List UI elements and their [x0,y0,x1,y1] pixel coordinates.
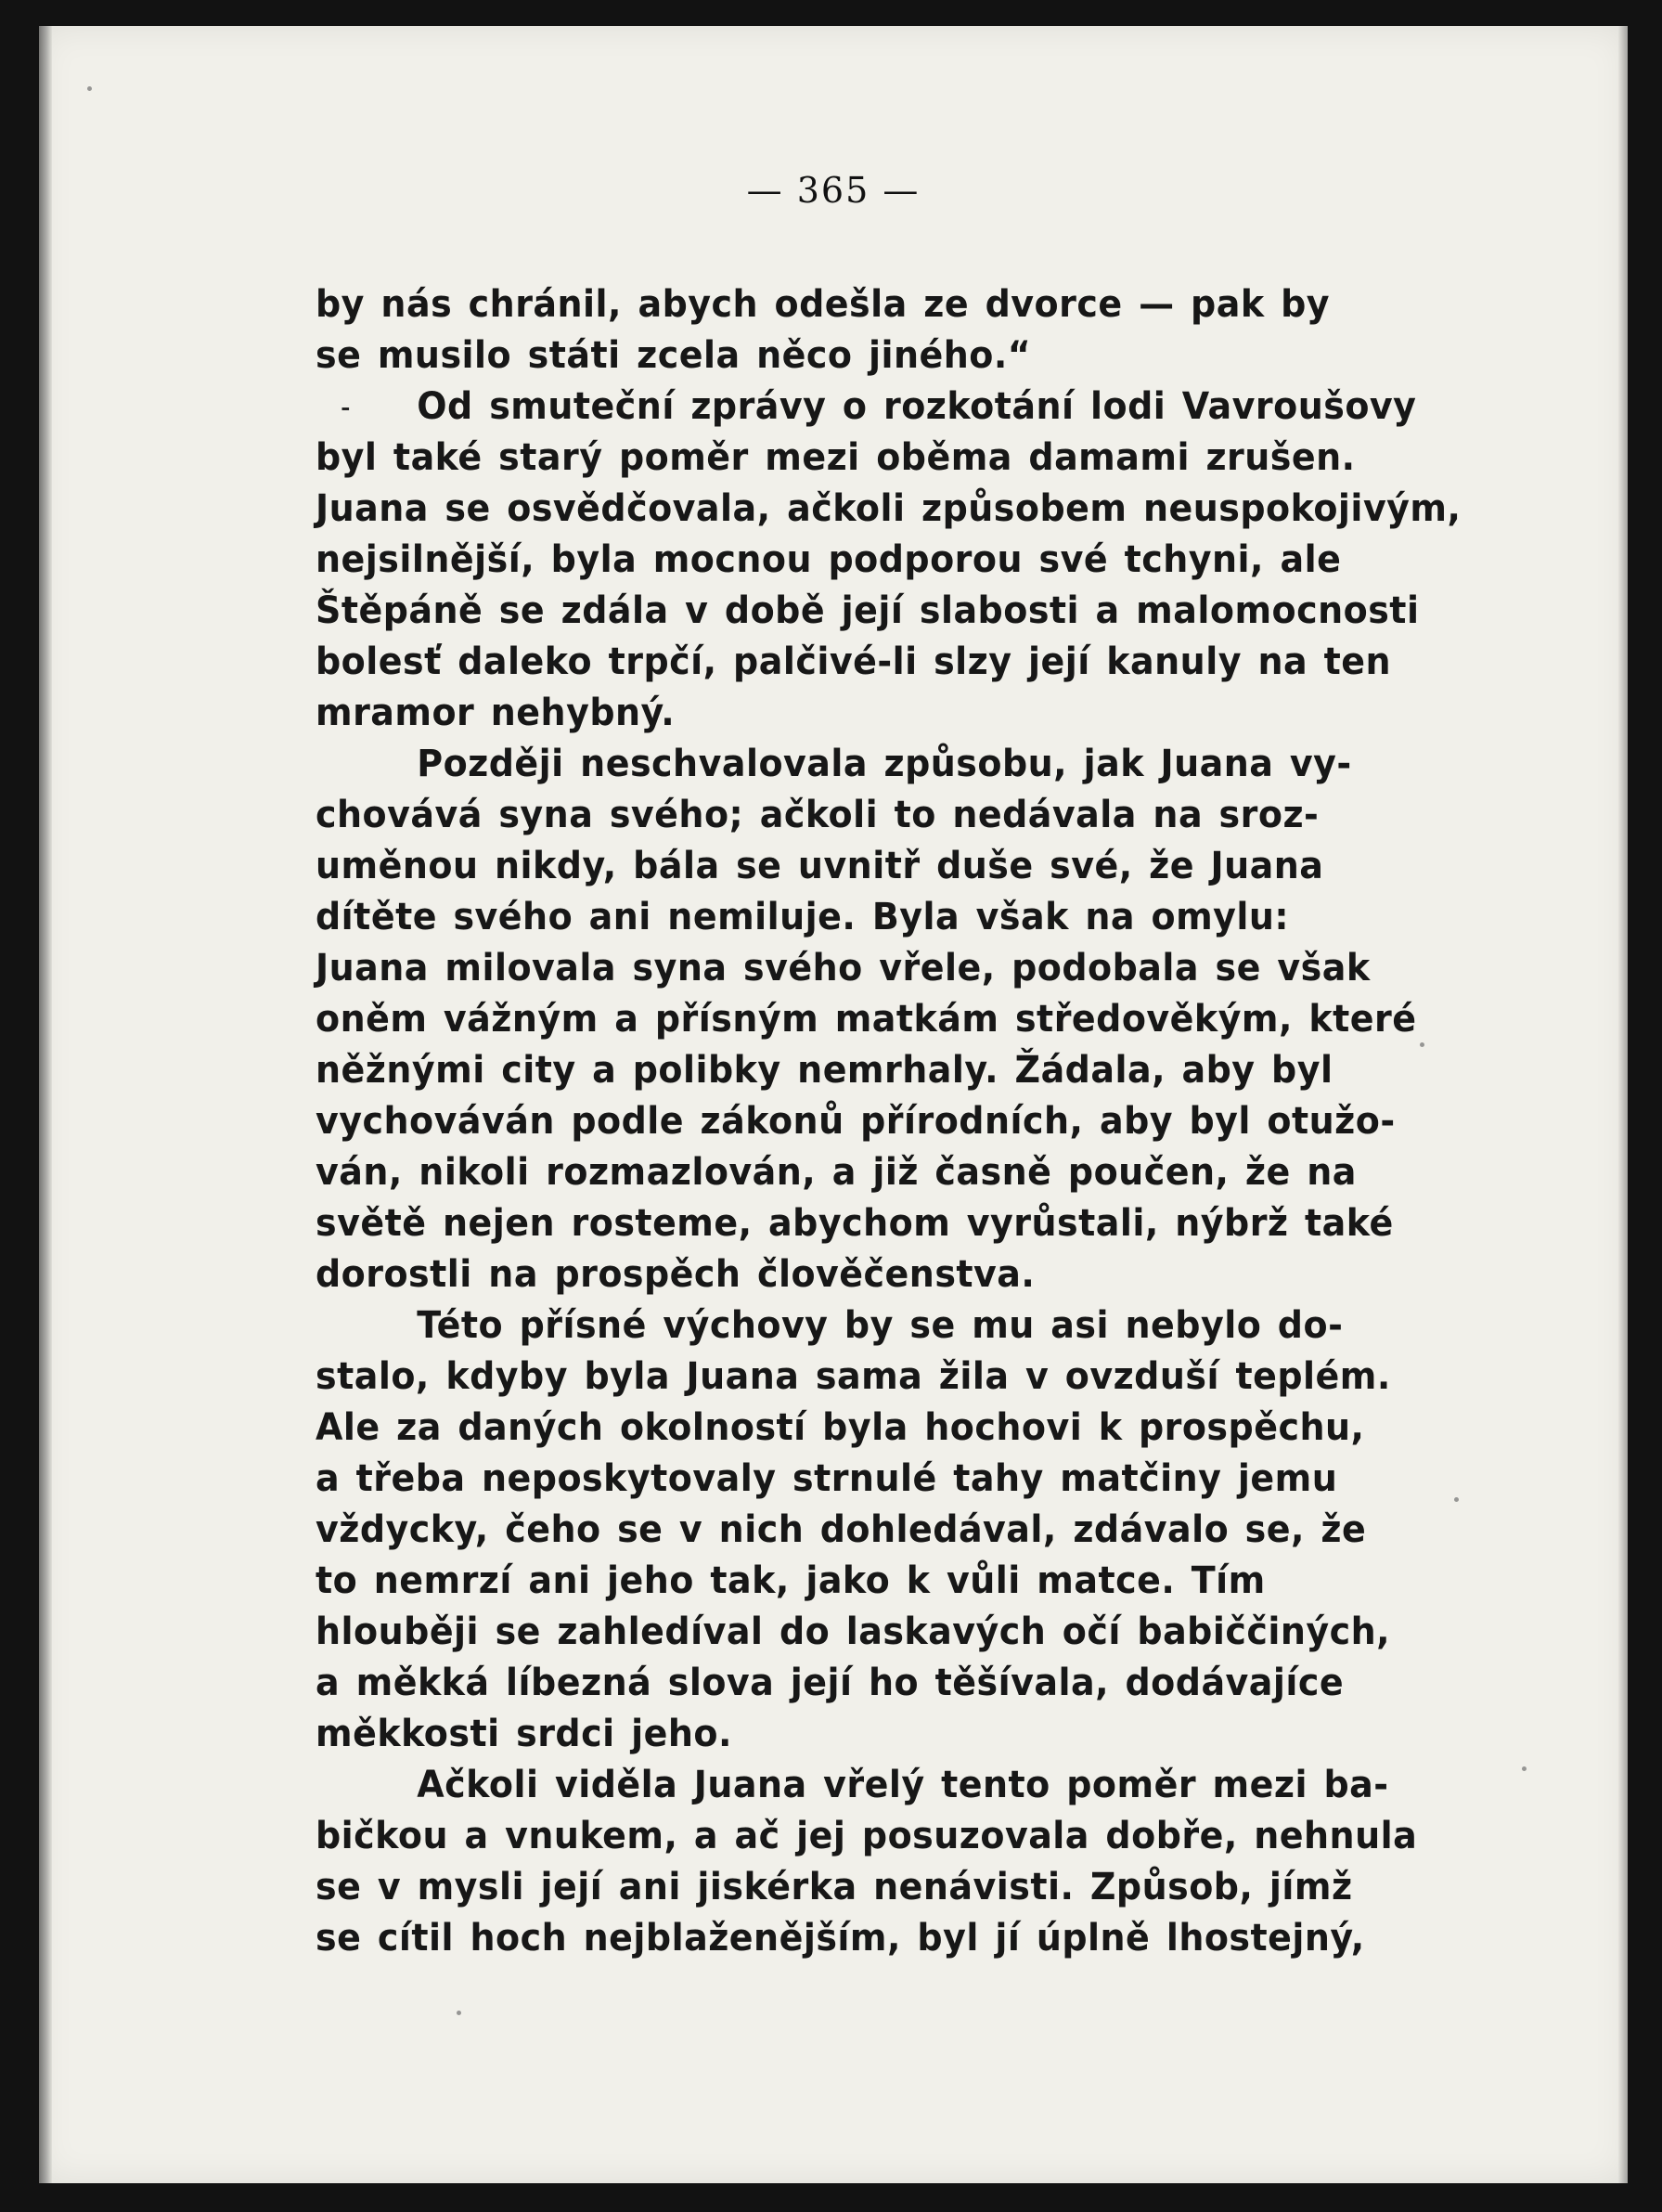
text-line-17: vychováván podle zákonů přírodních, aby byl otužo- [316,1100,1396,1143]
text-line-18: ván, nikoli rozmazlován, a již časně poučen, že na [316,1151,1357,1194]
text-line-33: se cítil hoch nejblaženějším, byl jí úplně lhostejný, [316,1917,1365,1960]
text-line-16: něžnými city a polibky nemrhaly. Žádala, aby byl [316,1049,1333,1092]
page-right-shadow [1618,26,1628,2183]
paper-speck [87,86,92,91]
text-line-2: se musilo státi zcela něco jiného.“ [316,334,1032,377]
text-line-6: nejsilnější, byla mocnou podporou své tchyni, ale [316,538,1342,581]
text-line-1: by nás chránil, abych odešla ze dvorce — pak by [316,283,1331,326]
page-number: — 365 — [746,170,921,211]
text-line-31: bičkou a vnukem, a ač jej posuzovala dobře, nehnula [316,1815,1418,1857]
text-line-24: a třeba neposkytovaly strnulé tahy matčiny jemu [316,1457,1338,1500]
text-line-14: Juana milovala syna svého vřele, podobala se však [316,947,1371,990]
book-page [39,26,1628,2183]
text-line-7: Štěpáně se zdála v době její slabosti a malomocnosti [316,589,1420,632]
text-line-15: oněm vážným a přísným matkám středověkým, které [316,998,1417,1041]
text-line-21: Této přísné výchovy by se mu asi nebylo do- [417,1304,1344,1347]
paper-speck [1522,1766,1527,1771]
text-line-5: Juana se osvědčovala, ačkoli způsobem neuspokojivým, [316,487,1462,530]
page-left-shadow [39,26,52,2183]
body-text [316,279,1462,1964]
text-line-28: a měkká líbezná slova její ho těšívala, dodávajíce [316,1662,1345,1704]
text-line-29: měkkosti srdci jeho. [316,1713,732,1755]
text-line-10: Později neschvalovala způsobu, jak Juana vy- [417,743,1352,785]
text-line-19: světě nejen rosteme, abychom vyrůstali, nýbrž také [316,1202,1394,1245]
paper-speck [1420,1042,1424,1047]
text-line-11: chovává syna svého; ačkoli to nedávala na sroz- [316,794,1320,836]
text-line-22: stalo, kdyby byla Juana sama žila v ovzduší teplém. [316,1355,1391,1398]
text-line-30: Ačkoli viděla Juana vřelý tento poměr mezi ba- [417,1764,1389,1806]
text-line-25: vždycky, čeho se v nich dohledával, zdávalo se, že [316,1508,1367,1551]
text-line-20: dorostli na prospěch člověčenstva. [316,1253,1036,1296]
paper-speck [1454,1497,1459,1502]
text-line-32: se v mysli její ani jiskérka nenávisti. Způsob, jímž [316,1866,1353,1908]
text-line-26: to nemrzí ani jeho tak, jako k vůli matce. Tím [316,1559,1266,1602]
text-line-3: Od smuteční zprávy o rozkotání lodi Vavroušovy [316,382,1394,433]
text-line-23: Ale za daných okolností byla hochovi k prospěchu, [316,1406,1365,1449]
text-line-4: byl také starý poměr mezi oběma damami zrušen. [316,436,1356,479]
text-line-9: mramor nehybný. [316,692,676,734]
text-line-12: uměnou nikdy, bála se uvnitř duše své, že Juana [316,845,1324,887]
paper-speck [457,2011,461,2015]
text-line-8: bolesť daleko trpčí, palčivé-li slzy její kanuly na ten [316,640,1392,683]
text-line-13: dítěte svého ani nemiluje. Byla však na omylu: [316,896,1290,938]
text-line-27: hlouběji se zahledíval do laskavých očí babiččiných, [316,1610,1391,1653]
